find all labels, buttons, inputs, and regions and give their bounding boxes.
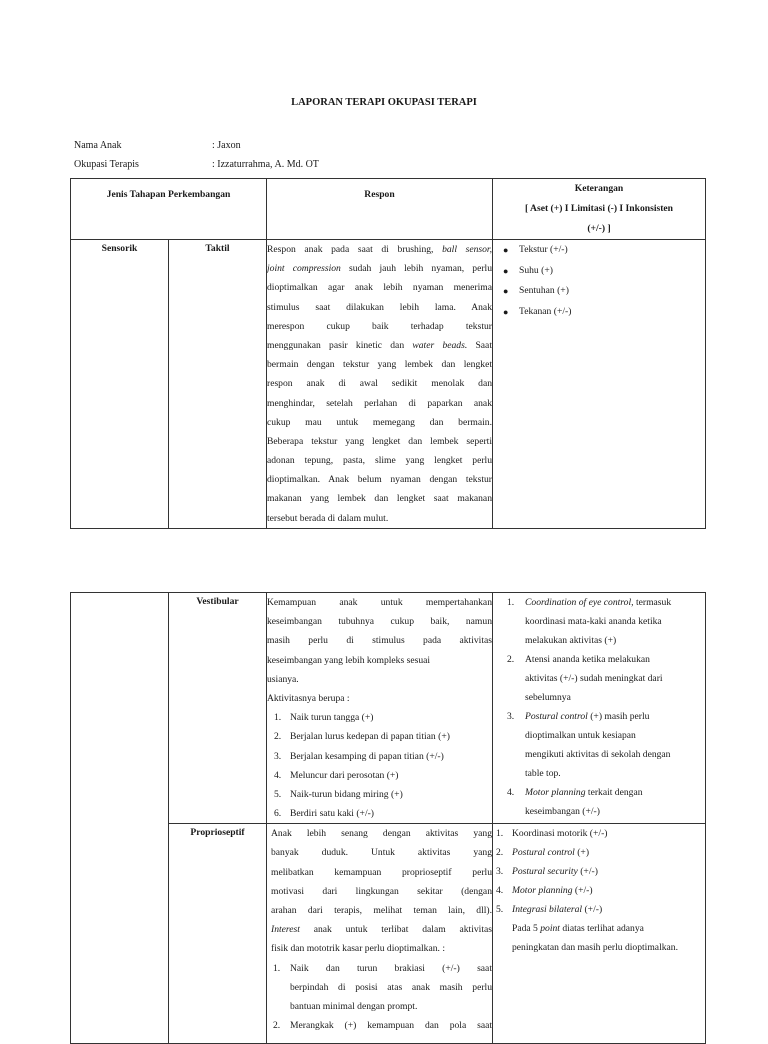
proprioseptif-respon-line: arahan dari terapis, melihat teman lain, dll). (271, 905, 492, 916)
header-keterangan-title: Keterangan (574, 183, 624, 194)
report-title: LAPORAN TERAPI OKUPASI TERAPI (291, 97, 477, 108)
list-number: 1. (496, 828, 504, 840)
header-keterangan-legend-cont: (+/-) ] (587, 223, 611, 234)
list-number: 5. (274, 788, 282, 800)
proprioseptif-keterangan-item: Motor planning (+/-) (512, 885, 593, 897)
proprioseptif-activity-line: berpindah di posisi atas anak masih perlu (290, 981, 492, 993)
taktil-respon-line: menghindar, setelah perlahan di paparkan anak (267, 397, 492, 409)
report-table-1 (70, 178, 706, 529)
list-number: 5. (496, 904, 504, 916)
vestibular-keterangan-line: table top. (525, 768, 561, 779)
vestibular-activity: Berjalan lurus kedepan di papan titian (+) (290, 731, 450, 743)
taktil-respon-line: dioptimalkan agar anak lebih nyaman menerima (267, 282, 492, 294)
proprioseptif-note (493, 919, 705, 957)
list-item (493, 843, 705, 862)
vestibular-respon-line: masih perlu di stimulus pada aktivitas (267, 635, 492, 647)
list-number: 1. (273, 962, 281, 974)
table-row-taktil (71, 240, 706, 529)
category-empty (71, 593, 169, 1044)
vestibular-keterangan-line: Coordination of eye control, termasuk (525, 597, 672, 608)
list-item (493, 593, 705, 650)
vestibular-keterangan-line: dioptimalkan untuk kesiapan (525, 730, 636, 741)
vestibular-activity-list (267, 708, 492, 823)
proprioseptif-keterangan-item: Koordinasi motorik (+/-) (512, 828, 608, 840)
vestibular-activity: Naik turun tangga (+) (290, 712, 374, 724)
vestibular-keterangan-line: melakukan aktivitas (+) (525, 635, 617, 646)
subcategory-vestibular: Vestibular (169, 593, 267, 824)
proprioseptif-respon-line: Interest anak untuk terlibat dalam aktivitas (271, 924, 492, 936)
taktil-keterangan-list (493, 240, 705, 322)
list-number: 6. (274, 808, 282, 820)
list-number: 4. (496, 885, 504, 897)
category-sensorik: Sensorik (71, 240, 169, 529)
list-item (493, 650, 705, 707)
bullet-icon: ● (503, 286, 509, 296)
taktil-respon-line: merespon cukup baik terhadap tekstur (267, 320, 492, 332)
proprioseptif-activity-line: Merangkak (+) kemampuan dan pola saat (290, 1020, 492, 1032)
taktil-respon-line: Respon anak pada saat di brushing, ball sensor, (267, 244, 492, 255)
list-item (267, 747, 492, 766)
vestibular-keterangan-line: Postural control (+) masih perlu (525, 711, 650, 722)
list-number: 4. (507, 787, 515, 798)
list-number: 2. (273, 1020, 281, 1032)
vestibular-keterangan-line: keseimbangan (+/-) (525, 806, 600, 817)
taktil-respon-line: joint compression sudah jauh lebih nyaman, perlu (267, 263, 492, 275)
proprioseptif-respon-line: melibatkan kemampuan proprioseptif perlu (271, 866, 492, 878)
vestibular-activity: Berdiri satu kaki (+/-) (290, 808, 375, 820)
proprioseptif-note-line: peningkatan dan masih perlu dioptimalkan. (512, 942, 678, 954)
therapist-label: Okupasi Terapis (74, 159, 139, 170)
proprioseptif-keterangan-item: Postural control (+) (512, 847, 590, 859)
proprioseptif-note-line: Pada 5 point diatas terlihat adanya (512, 923, 644, 935)
list-number: 4. (274, 769, 282, 781)
list-number: 1. (507, 597, 515, 608)
vestibular-keterangan-line: aktivitas (+/-) sudah meningkat dari (525, 673, 663, 684)
vestibular-keterangan-line: sebelumnya (525, 692, 571, 703)
list-number: 3. (274, 750, 282, 762)
child-name-value: : Jaxon (212, 140, 241, 151)
list-item (493, 281, 705, 302)
proprioseptif-keterangan (493, 824, 706, 1044)
vestibular-keterangan (493, 593, 706, 824)
taktil-keterangan-item: Sentuhan (+) (519, 285, 569, 296)
proprioseptif-keterangan-list (493, 824, 705, 919)
list-item (493, 302, 705, 323)
list-item (493, 783, 705, 821)
list-number: 2. (507, 654, 515, 665)
list-number: 2. (496, 847, 504, 859)
bullet-icon: ● (503, 245, 509, 255)
header-keterangan (493, 179, 706, 240)
list-item (493, 881, 705, 900)
taktil-respon-line: cukup mau untuk memegang dan bermain. (267, 416, 492, 428)
report-table-2 (70, 592, 706, 1044)
vestibular-respon-line: keseimbangan yang lebih kompleks sesuai (267, 654, 431, 666)
proprioseptif-respon-line: banyak duduk. Untuk aktivitas yang (271, 847, 492, 859)
table-row-vestibular (71, 593, 706, 824)
list-number: 2. (274, 731, 282, 743)
vestibular-activity: Berjalan kesamping di papan titian (+/-) (290, 750, 444, 762)
taktil-respon-line: respon anak di awal sedikit menolak dan (267, 378, 492, 390)
list-item (267, 727, 492, 746)
vestibular-keterangan-line: Motor planning terkait dengan (525, 787, 643, 798)
list-item (493, 240, 705, 261)
taktil-keterangan-item: Suhu (+) (519, 264, 553, 276)
taktil-respon-line: bermain dengan tekstur yang lembek dan lengket (267, 359, 492, 371)
taktil-respon (267, 240, 493, 529)
taktil-respon-line: tersebut berada di dalam mulut. (267, 512, 389, 524)
vestibular-keterangan-line: koordinasi mata-kaki ananda ketika (525, 616, 662, 627)
proprioseptif-respon (267, 824, 493, 1044)
subcategory-proprioseptif: Proprioseptif (169, 824, 267, 1044)
list-number: 3. (507, 711, 515, 722)
vestibular-respon-line: Aktivitasnya berupa : (267, 692, 350, 704)
taktil-keterangan-item: Tekanan (+/-) (519, 305, 572, 317)
vestibular-keterangan-line: mengikuti aktivitas di sekolah dengan (525, 749, 671, 760)
vestibular-respon-line: usianya. (267, 673, 299, 685)
list-number: 3. (496, 866, 504, 878)
proprioseptif-respon-line: motivasi dari lingkungan sekitar (dengan (271, 885, 492, 897)
list-item (271, 959, 492, 1017)
list-item (267, 766, 492, 785)
taktil-respon-line: makanan yang lembek dan lengket saat makanan (267, 493, 492, 505)
table-header-row (71, 179, 706, 240)
list-number: 1. (274, 712, 282, 724)
list-item (493, 707, 705, 783)
subcategory-taktil: Taktil (169, 240, 267, 529)
proprioseptif-respon-line: fisik dan mototrik kasar perlu dioptimalkan. : (271, 943, 445, 955)
header-keterangan-legend: [ Aset (+) I Limitasi (-) I Inkonsisten (524, 203, 674, 214)
proprioseptif-activity-line: bantuan minimal dengan prompt. (290, 1000, 418, 1012)
proprioseptif-respon-line: Anak lebih senang dengan aktivitas yang (271, 828, 492, 840)
vestibular-respon (267, 593, 493, 824)
proprioseptif-keterangan-item: Postural security (+/-) (512, 866, 598, 878)
list-item (493, 824, 705, 843)
taktil-respon-line: stimulus saat dilakukan lebih lama. Anak (267, 301, 492, 313)
header-jenis: Jenis Tahapan Perkembangan (71, 179, 267, 240)
taktil-respon-line: adonan tepung, pasta, slime yang lengket perlu (267, 455, 492, 467)
list-item (493, 900, 705, 919)
taktil-respon-line: menggunakan pasir kinetic dan water beads. Saat (267, 339, 492, 351)
vestibular-activity: Meluncur dari perosotan (+) (290, 769, 399, 781)
proprioseptif-keterangan-item: Integrasi bilateral (+/-) (512, 904, 603, 916)
vestibular-keterangan-line: Atensi ananda ketika melakukan (525, 654, 650, 665)
list-item (267, 785, 492, 804)
taktil-respon-text (267, 240, 492, 528)
vestibular-respon-line: keseimbangan tubuhnya cukup baik, namun (267, 616, 492, 628)
list-item (267, 804, 492, 823)
therapist-value: : Izzaturrahma, A. Md. OT (212, 159, 319, 170)
taktil-respon-line: dioptimalkan. Anak belum nyaman dengan tekstur (267, 474, 492, 486)
list-item (493, 261, 705, 282)
taktil-respon-line: Beberapa tekstur yang lengket dan lembek seperti (267, 435, 492, 447)
vestibular-keterangan-list (493, 593, 705, 821)
proprioseptif-respon-text (271, 824, 492, 958)
header-respon: Respon (267, 179, 493, 240)
bullet-icon: ● (503, 265, 509, 276)
list-item (271, 1016, 492, 1035)
taktil-keterangan (493, 240, 706, 529)
list-item (493, 862, 705, 881)
child-name-label: Nama Anak (74, 140, 122, 151)
vestibular-activity: Naik-turun bidang miring (+) (290, 788, 403, 800)
taktil-keterangan-item: Tekstur (+/-) (519, 244, 568, 255)
bullet-icon: ● (503, 306, 509, 317)
list-item (267, 708, 492, 727)
vestibular-respon-text (267, 593, 492, 708)
proprioseptif-activity-line: Naik dan turun brakiasi (+/-) saat (290, 962, 492, 974)
vestibular-respon-line: Kemampuan anak untuk mempertahankan (267, 597, 492, 608)
